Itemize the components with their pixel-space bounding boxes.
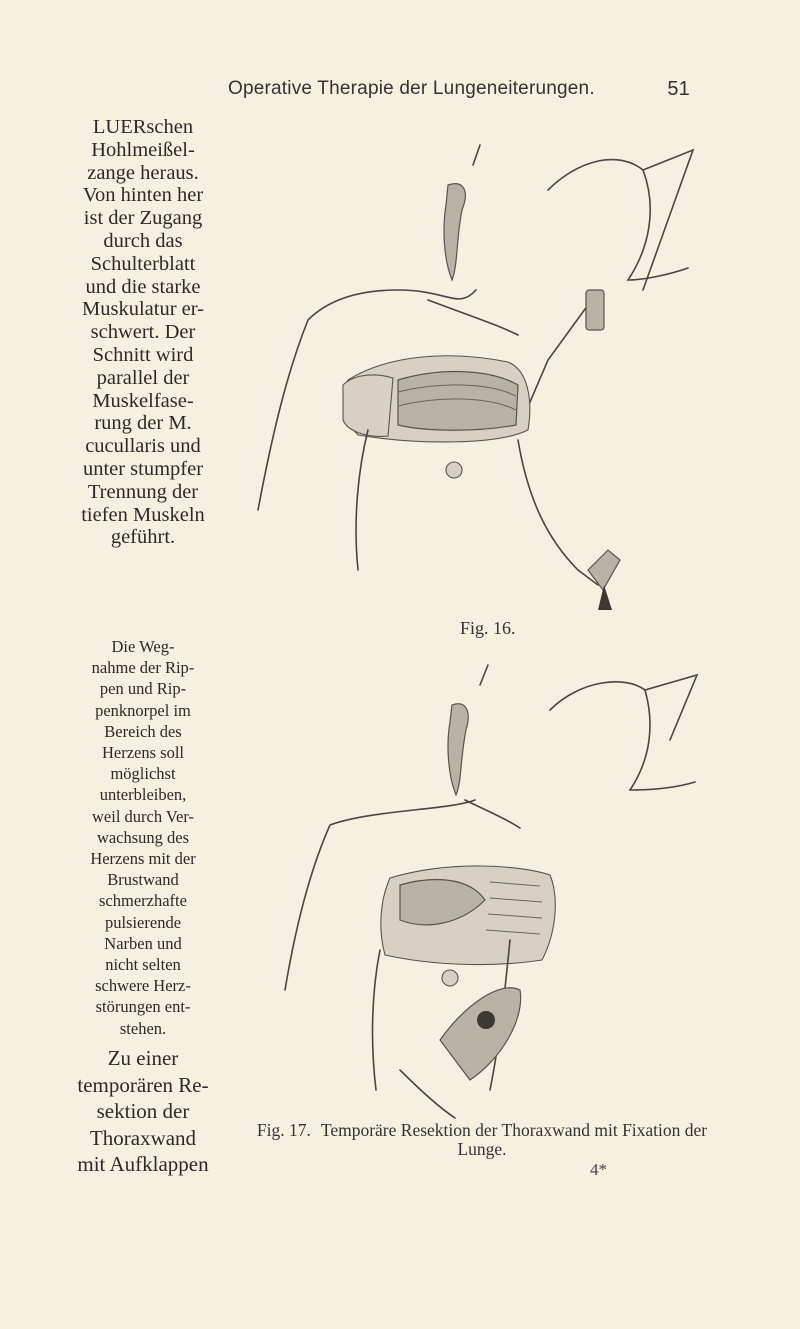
shoulder-outline [550,682,695,790]
trunk-line [373,950,380,1090]
figure-17-illustration [250,660,720,1120]
margin-note-access [54,116,232,549]
shoulder-outline [548,160,688,280]
trunk-line [356,430,368,570]
head-shadow [448,704,468,795]
nipple-mark [442,970,458,986]
instrument-rod [518,440,598,585]
margin-note-resection [54,1045,232,1178]
nipple-mark [446,462,462,478]
running-header [228,78,688,100]
instrument-tip [598,585,612,610]
figure-17-caption-text: Temporäre Resektion der Thoraxwand mit Fixation der Lunge. [320,1120,708,1159]
head-shadow [444,184,465,280]
margin-note-text: LUERschen Hohlmeißel- zange heraus. Von hinten her ist der Zugang durch das Schulterblatt und die starke Muskulatur er- schwert. Der Schnitt wird parallel der Muskelfase- rung der M. cucullaris und unter stumpfer Trennung der tiefen Muskeln geführt. [81,116,205,549]
page-number: 51 [667,78,690,100]
hair-line [473,145,480,165]
exposed-lung [398,372,518,431]
collar-line [428,300,518,335]
margin-note-text: Zu einer temporären Re- sektion der Thoraxwand mit Aufklappen [77,1046,209,1176]
instrument-clamp-top [586,290,604,330]
margin-note-text: Die Weg- nahme der Rip- pen und Rip- penknorpel im Bereich des Herzens soll möglichst unterbleiben, weil durch Ver- wachsung des Herzens mit der Brustwand schmerzhafte pulsierende Narben und nicht selten schwere Herz- störungen ent- stehen. [90,637,196,1038]
retracted-flap [343,375,393,436]
hair-line [480,665,488,685]
figure-17-number: Fig. 17. [256,1120,311,1140]
collar-line [465,800,520,828]
hand-holding-lung [440,988,521,1080]
instrument-clamp-bottom [588,550,620,590]
figure-17-caption [232,1121,732,1159]
figure-16-label: Fig. 16. [460,618,516,638]
margin-note-heart [54,636,232,1039]
arm-lower-line [400,1070,455,1118]
signature-mark: 4* [590,1160,607,1179]
figure-16-illustration [248,140,718,640]
header-title: Operative Therapie der Lungeneiterungen. [228,78,595,99]
lung-fixation-point [477,1011,495,1029]
arm-outline [645,675,697,740]
